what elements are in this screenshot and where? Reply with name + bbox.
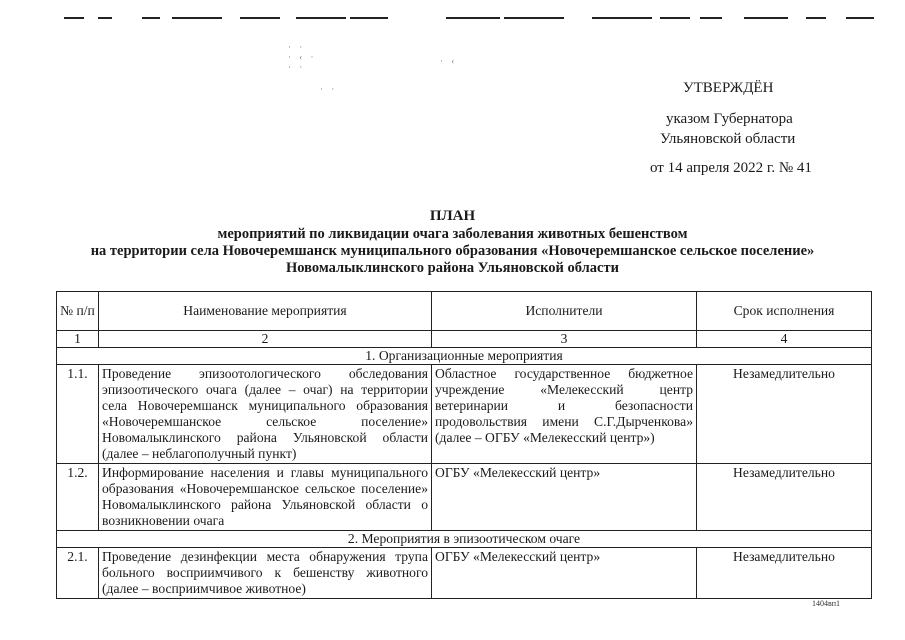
table-row — [57, 365, 872, 464]
column-number: 2 — [99, 331, 432, 348]
scan-smudge: · · · ‹ · · · — [288, 42, 317, 72]
row-number: 1.1. — [57, 365, 99, 464]
section-row — [57, 348, 872, 365]
row-activity: Проведение дезинфекции места обнаружения трупа больного восприимчивого к бешенству животного (далее – восприимчивое животное) — [99, 548, 432, 599]
row-executor: ОГБУ «Мелекесский центр» — [432, 464, 697, 531]
column-number: 4 — [697, 331, 872, 348]
approval-region: Ульяновской области — [660, 131, 796, 147]
table-row — [57, 548, 872, 599]
approval-date: от 14 апреля 2022 г. № 41 — [650, 160, 812, 176]
section-title: 2. Мероприятия в эпизоотическом очаге — [57, 531, 872, 548]
document-subtitle: на территории села Новочеремшанск муниципального образования «Новочеремшанское сельское поселение» — [90, 243, 815, 259]
row-term: Незамедлительно — [697, 464, 872, 531]
section-title: 1. Организационные мероприятия — [57, 348, 872, 365]
document-code: 1404вп1 — [812, 599, 841, 608]
column-number: 3 — [432, 331, 697, 348]
section-row — [57, 531, 872, 548]
row-number: 1.2. — [57, 464, 99, 531]
table-header-row — [57, 292, 872, 331]
column-header-number: № п/п — [57, 292, 99, 331]
document-subtitle: Новомалыклинского района Ульяновской области — [286, 260, 619, 276]
top-scan-line — [0, 17, 905, 21]
row-term: Незамедлительно — [697, 365, 872, 464]
document-title: ПЛАН — [429, 208, 476, 224]
scan-smudge: · ‹ — [440, 56, 458, 66]
row-activity: Информирование населения и главы муниципального образования «Новочеремшанское сельское поселение» Новомалыклинского района Ульяновской области о возникновении очага — [99, 464, 432, 531]
column-number-row — [57, 331, 872, 348]
column-number: 1 — [57, 331, 99, 348]
column-header-term: Срок исполнения — [697, 292, 872, 331]
document-subtitle: мероприятий по ликвидации очага заболевания животных бешенством — [217, 226, 688, 242]
approval-decree: указом Губернатора — [666, 111, 793, 127]
row-executor: ОГБУ «Мелекесский центр» — [432, 548, 697, 599]
column-header-executor: Исполнители — [432, 292, 697, 331]
row-activity: Проведение эпизоотологического обследования эпизоотического очага (далее – очаг) на территории села Новочеремшанск муниципального образования «Новочеремшанское сельское поселение» Новомалыклинского района Ульяновской области (далее – неблагополучный пункт) — [99, 365, 432, 464]
plan-table — [56, 291, 872, 599]
approval-stamp: УТВЕРЖДЁН — [683, 80, 774, 96]
row-term: Незамедлительно — [697, 548, 872, 599]
column-header-activity: Наименование мероприятия — [99, 292, 432, 331]
row-number: 2.1. — [57, 548, 99, 599]
row-executor: Областное государственное бюджетное учреждение «Мелекесский центр ветеринарии и безопасности продовольствия имени С.Г.Дырченкова» (далее – ОГБУ «Мелекесский центр») — [432, 365, 697, 464]
scan-smudge: · · — [320, 84, 338, 94]
table-row — [57, 464, 872, 531]
